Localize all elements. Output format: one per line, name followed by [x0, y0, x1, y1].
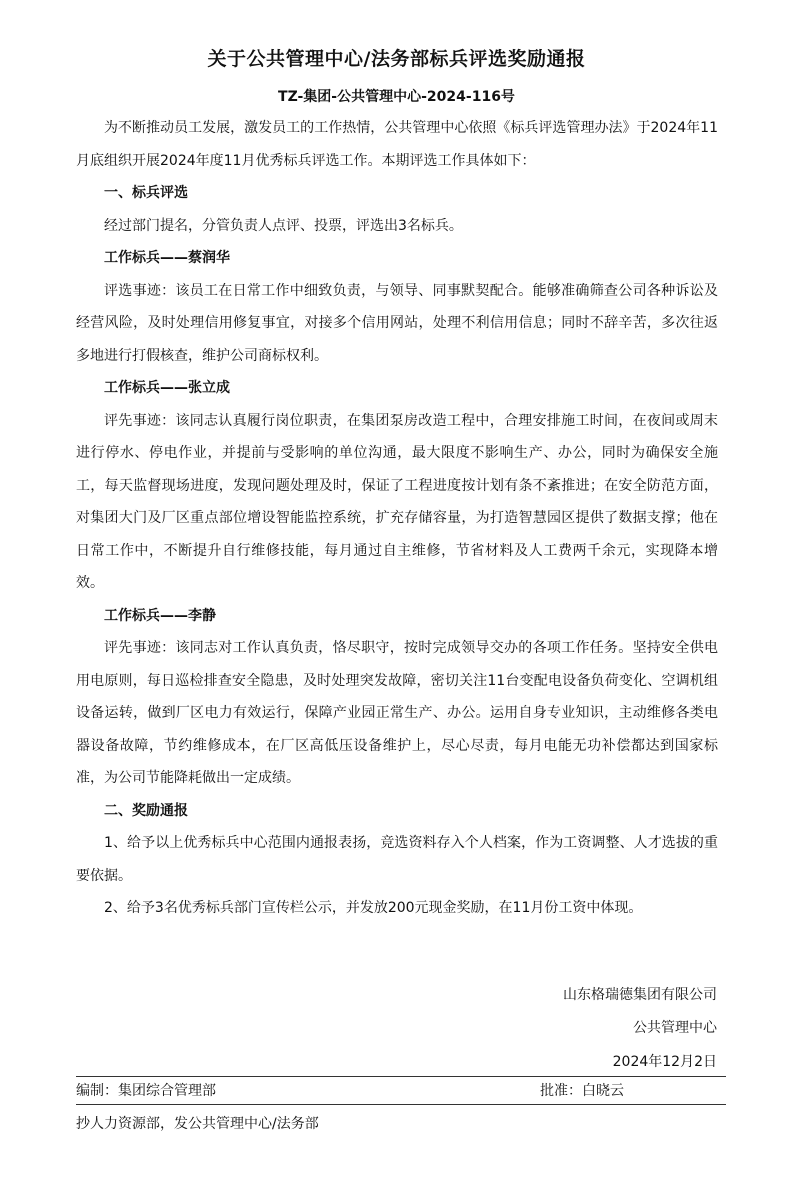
document-title: 关于公共管理中心/法务部标兵评选奖励通报 — [207, 48, 586, 70]
footer-bottom-rule — [76, 1104, 726, 1105]
reward-paragraph-2: 2、给予3名优秀标兵部门宣传栏公示，并发放200元现金奖励，在11月份工资中体现。 — [104, 900, 643, 916]
selection-paragraph: 经过部门提名，分管负责人点评、投票，评选出3名标兵。 — [104, 217, 463, 234]
document-number: TZ-集团-公共管理中心-2024-116号 — [278, 89, 515, 105]
model-paragraph-2: 评先事迹：该同志认真履行岗位职责，在集团泵房改造工程中，合理安排施工时间，在夜间或周末进行停水、停电作业，并提前与受影响的单位沟通，最大限度不影响生产、办公，同时为确保安全施工，每天监督现场进度，发现问题处理及时，保证了工程进度按计划有条不紊推进；在安全防范方面，对集团大门及厂区重点部位增设智能监控系统，扩充存储容量，为打造智慧园区提供了数据支撑；他在日常工作中，不断提升自行维修技能，每月通过自主维修，节省材料及人工费两千余元，实现降本增效。 — [76, 412, 718, 591]
model-paragraph-3: 评先事迹：该同志对工作认真负责，恪尽职守，按时完成领导交办的各项工作任务。坚持安全供电用电原则，每日巡检排查安全隐患，及时处理突发故障，密切关注11台变配电设备负荷变化、空调机组设备运转，做到厂区电力有效运行，保障产业园正常生产、办公。运用自身专业知识，主动维修各类电器设备故障，节约维修成本，在厂区高低压设备维护上，尽心尽责，每月电能无功补偿都达到国家标准，为公司节能降耗做出一定成绩。 — [76, 640, 718, 786]
footer-approver: 批准：白晓云 — [540, 1083, 624, 1099]
signature-company: 山东格瑞德集团有限公司 — [563, 987, 717, 1003]
section-heading-reward: 二、奖励通报 — [104, 802, 188, 819]
section-heading-selection: 一、标兵评选 — [104, 185, 188, 201]
footer-top-rule — [76, 1076, 726, 1077]
signature-date: 2024年12月2日 — [612, 1054, 717, 1070]
model-heading-2: 工作标兵——张立成 — [104, 380, 230, 396]
footer-cc: 抄人力资源部，发公共管理中心/法务部 — [76, 1116, 319, 1132]
reward-paragraph-1: 1、给予以上优秀标兵中心范围内通报表扬，竞选资料存入个人档案，作为工资调整、人才选拔的重要依据。 — [76, 835, 718, 884]
model-paragraph-1: 评选事迹：该员工在日常工作中细致负责，与领导、同事默契配合。能够准确筛查公司各种诉讼及经营风险，及时处理信用修复事宜，对接多个信用网站，处理不利信用信息；同时不辞辛苦，多次往返多地进行打假核查，维护公司商标权利。 — [76, 282, 718, 364]
intro-paragraph: 为不断推动员工发展，激发员工的工作热情，公共管理中心依照《标兵评选管理办法》于2024年11月底组织开展2024年度11月优秀标兵评选工作。本期评选工作具体如下： — [76, 120, 718, 169]
model-heading-3: 工作标兵——李静 — [104, 607, 216, 624]
model-heading-1: 工作标兵——蔡润华 — [104, 250, 230, 266]
footer-editor: 编制：集团综合管理部 — [76, 1083, 216, 1099]
signature-department: 公共管理中心 — [633, 1020, 717, 1036]
document-body — [76, 112, 718, 925]
